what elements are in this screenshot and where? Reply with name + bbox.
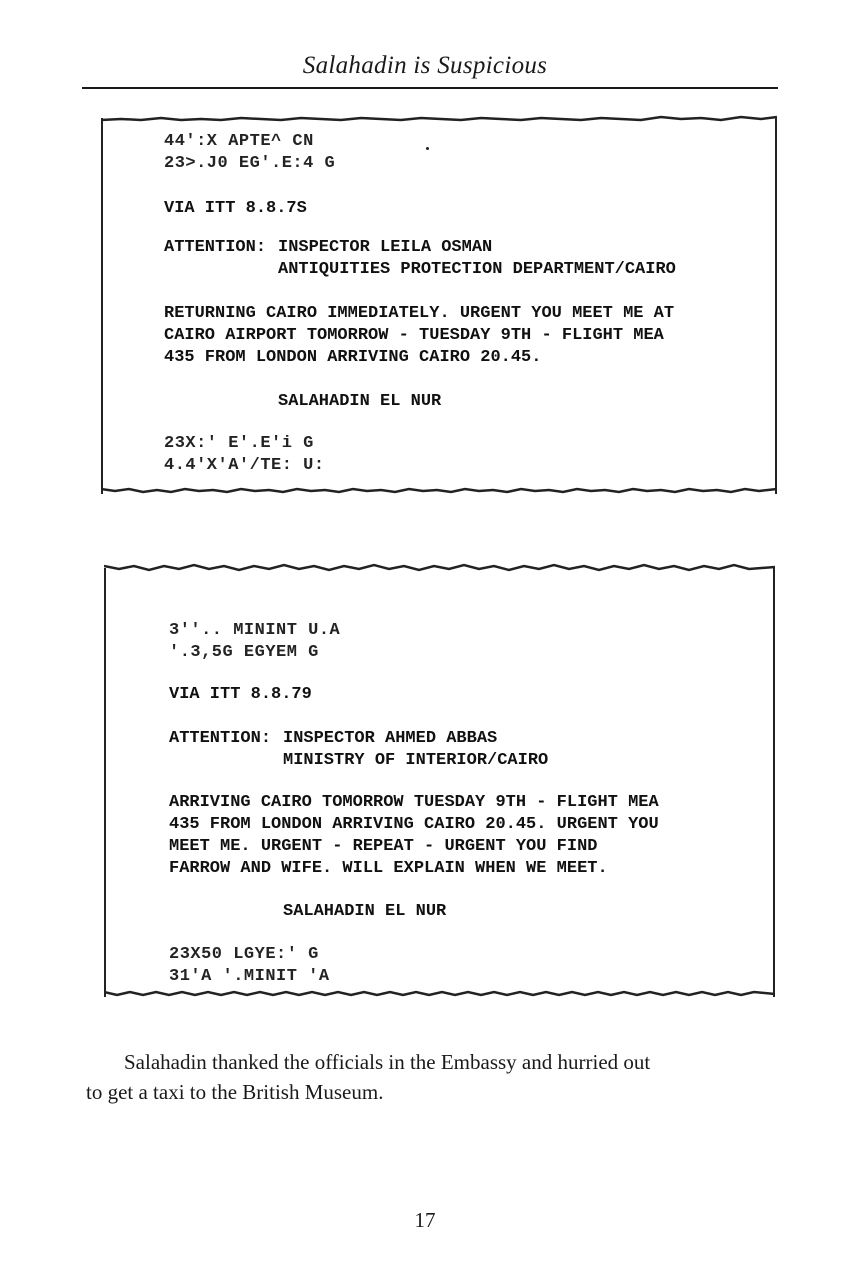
via-line: VIA ITT 8.8.7S (164, 199, 307, 218)
answerback-top-2: '.3,5G EGYEM G (169, 643, 319, 662)
message-line: RETURNING CAIRO IMMEDIATELY. URGENT YOU MEET ME AT (164, 304, 675, 323)
torn-bottom-edge (101, 486, 777, 496)
attention-department: MINISTRY OF INTERIOR/CAIRO (283, 751, 549, 770)
message-line: CAIRO AIRPORT TOMORROW - TUESDAY 9TH - FLIGHT MEA (164, 326, 664, 345)
body-paragraph (86, 1047, 766, 1107)
page-number: 17 (414, 1208, 436, 1232)
answerback-bottom-2: 4.4'X'A'/TE: U: (164, 456, 325, 475)
running-head: Salahadin is Suspicious (302, 52, 548, 79)
attention-department: ANTIQUITIES PROTECTION DEPARTMENT/CAIRO (278, 260, 676, 279)
attention-label: ATTENTION: (169, 729, 272, 748)
message-line: 435 FROM LONDON ARRIVING CAIRO 20.45. (164, 348, 542, 367)
answerback-bottom-1: 23X:' E'.E'i G (164, 434, 314, 453)
signature: SALAHADIN EL NUR (283, 902, 447, 921)
stray-mark (426, 147, 429, 150)
answerback-top-2: 23>.J0 EG'.E:4 G (164, 154, 336, 173)
message-line: ARRIVING CAIRO TOMORROW TUESDAY 9TH - FLIGHT MEA (169, 793, 659, 812)
telex-message-1 (101, 118, 777, 494)
paragraph-line: Salahadin thanked the officials in the Embassy and hurried out (124, 1050, 651, 1074)
attention-name: INSPECTOR AHMED ABBAS (283, 729, 498, 748)
answerback-bottom-1: 23X50 LGYE:' G (169, 945, 319, 964)
message-line: MEET ME. URGENT - REPEAT - URGENT YOU FIND (169, 837, 598, 856)
telex-message-2 (104, 568, 775, 997)
attention-name: INSPECTOR LEILA OSMAN (278, 238, 493, 257)
torn-bottom-edge (104, 989, 775, 999)
attention-label: ATTENTION: (164, 238, 267, 257)
signature: SALAHADIN EL NUR (278, 392, 442, 411)
torn-top-edge (101, 114, 777, 124)
paragraph-line: to get a taxi to the British Museum. (86, 1080, 384, 1104)
answerback-top-1: 44':X APTE^ CN (164, 132, 314, 151)
torn-top-edge (104, 562, 775, 574)
answerback-top-1: 3''.. MININT U.A (169, 621, 341, 640)
message-line: FARROW AND WIFE. WILL EXPLAIN WHEN WE MEET. (169, 859, 608, 878)
answerback-bottom-2: 31'A '.MINIT 'A (169, 967, 330, 986)
message-line: 435 FROM LONDON ARRIVING CAIRO 20.45. URGENT YOU (169, 815, 659, 834)
header-rule (82, 87, 778, 89)
via-line: VIA ITT 8.8.79 (169, 685, 312, 704)
